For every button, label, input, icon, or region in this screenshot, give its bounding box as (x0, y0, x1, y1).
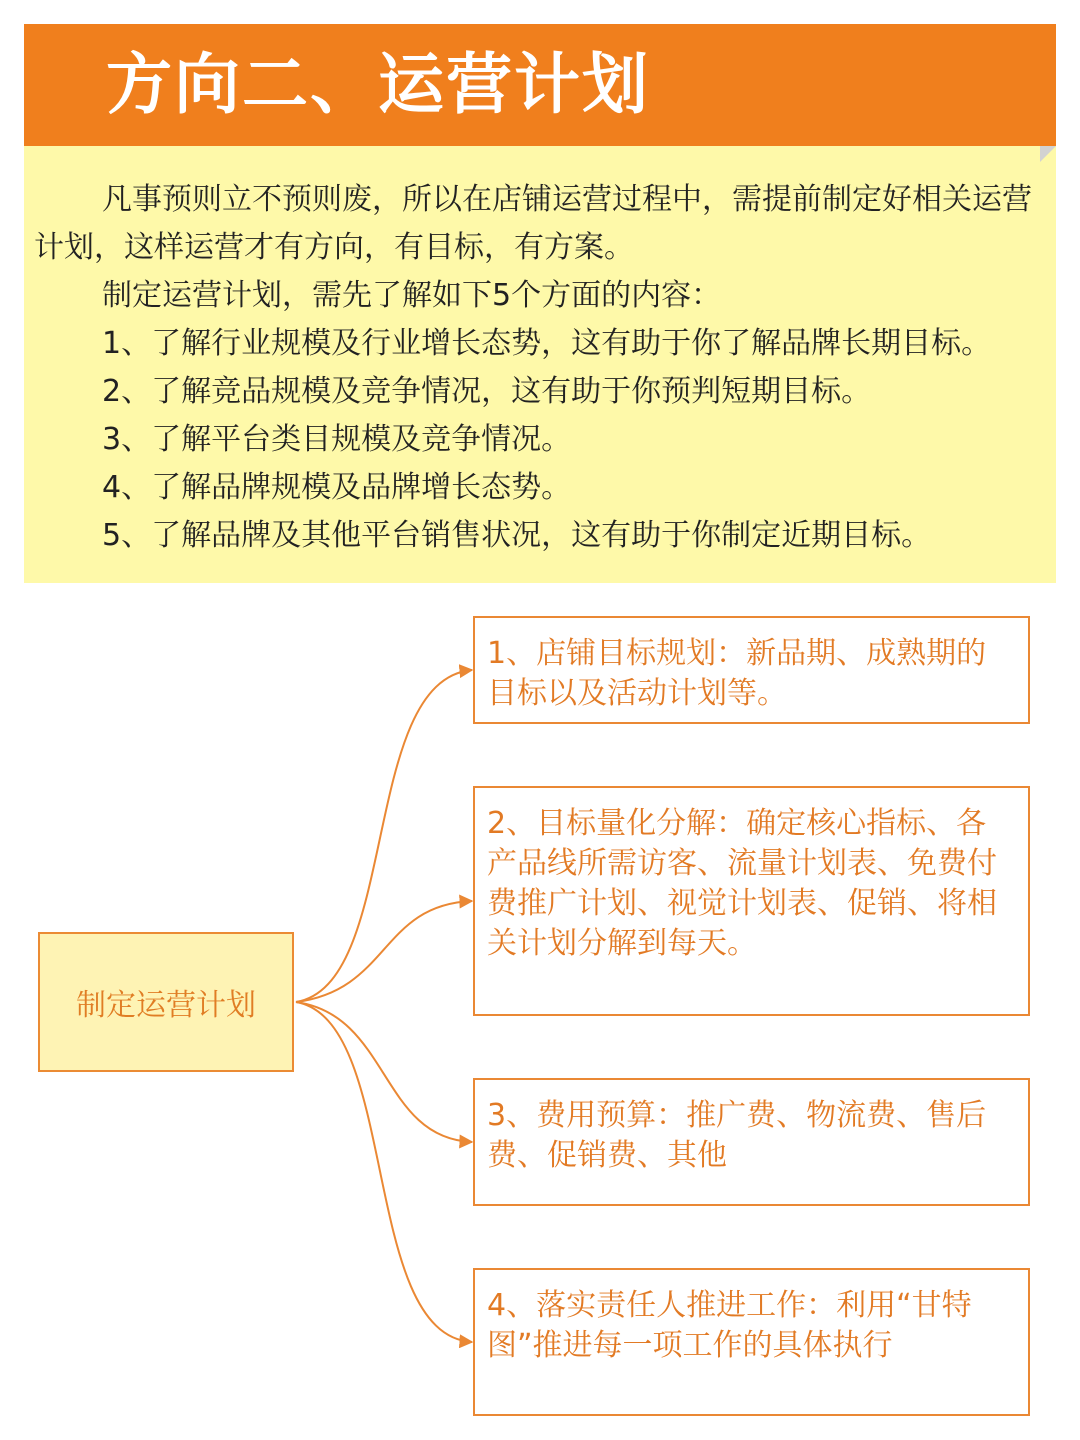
mindmap-center-node: 制定运营计划 (38, 932, 294, 1072)
mindmap-branch-2: 2、目标量化分解：确定核心指标、各产品线所需访客、流量计划表、免费付费推广计划、视觉计划表、促销、将相关计划分解到每天。 (473, 786, 1030, 1016)
mindmap-branch-3: 3、费用预算：推广费、物流费、售后费、促销费、其他 (473, 1078, 1030, 1206)
intro-list-item: 1、了解行业规模及行业增长态势，这有助于你了解品牌长期目标。 (102, 326, 992, 361)
intro-list-item: 4、了解品牌规模及品牌增长态势。 (102, 470, 572, 505)
page-title: 方向二、运营计划 (106, 46, 650, 123)
mindmap-branch-1: 1、店铺目标规划：新品期、成熟期的目标以及活动计划等。 (473, 616, 1030, 724)
mindmap-branch-4: 4、落实责任人推进工作：利用“甘特图”推进每一项工作的具体执行 (473, 1268, 1030, 1416)
connector-line-3 (296, 1002, 472, 1142)
intro-list-item: 3、了解平台类目规模及竞争情况。 (102, 422, 572, 457)
intro-paragraph: 凡事预则立不预则废，所以在店铺运营过程中，需提前制定好相关运营计划，这样运营才有方向，有目标，有方案。 (34, 182, 1032, 265)
connector-line-4 (296, 1002, 472, 1342)
connector-line-1 (296, 670, 472, 1002)
intro-list-item: 5、了解品牌及其他平台销售状况，这有助于你制定近期目标。 (102, 518, 932, 553)
intro-subheading: 制定运营计划，需先了解如下5个方面的内容： (102, 278, 722, 313)
intro-list-item: 2、了解竞品规模及竞争情况，这有助于你预判短期目标。 (102, 374, 872, 409)
connector-line-2 (296, 901, 472, 1002)
